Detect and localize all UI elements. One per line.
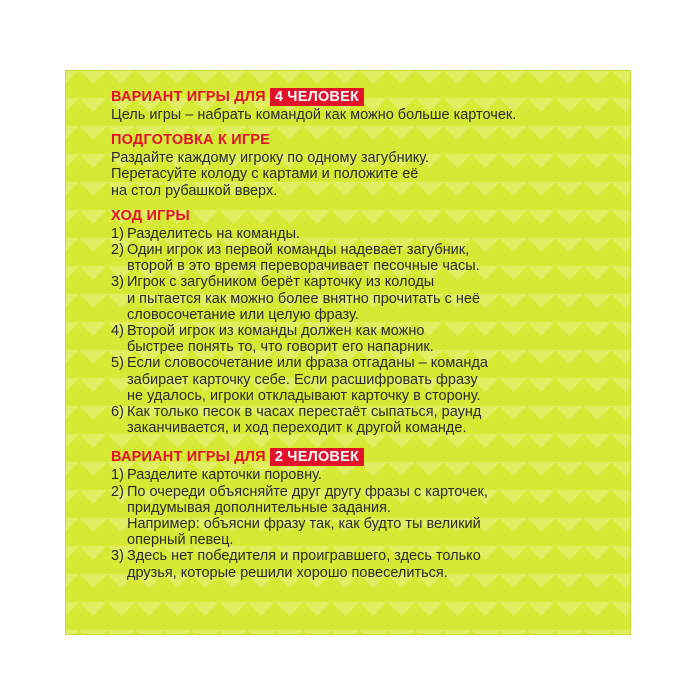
variant-4-heading-text: ВАРИАНТ ИГРЫ ДЛЯ: [111, 89, 266, 105]
list-item: [111, 242, 611, 274]
section-preparation: [111, 131, 611, 199]
list-item: [111, 274, 611, 323]
step-text: Разделите карточки поровну.: [127, 467, 322, 484]
list-item: [111, 404, 611, 436]
list-item: [111, 484, 611, 549]
preparation-heading: ПОДГОТОВКА К ИГРЕ: [111, 132, 271, 149]
turn-heading: ХОД ИГРЫ: [111, 207, 190, 224]
step-number: 4): [111, 323, 124, 340]
step-text: Если словосочетание или фраза отгаданы – команда забирает карточку себе. Если расшифровать фразу не удалось, игроки откладывают карточку в сторону.: [127, 355, 488, 404]
section-variant-2: [111, 448, 611, 580]
step-number: 3): [111, 274, 124, 291]
variant-2-heading: [111, 448, 611, 466]
step-text: По очереди объясняйте друг другу фразы с карточек, придумывая дополнительные задания. Например: объясни фразу так, как будто ты великий оперный певец.: [127, 483, 488, 549]
list-item: [111, 548, 611, 580]
step-number: 3): [111, 548, 124, 565]
step-text: Игрок с загубником берёт карточку из колоды и пытается как можно более внятно прочитать с неё словосочетание или целую фразу.: [127, 274, 481, 323]
step-number: 2): [111, 483, 124, 500]
list-item: [111, 355, 611, 404]
variant-4-badge: 4 ЧЕЛОВЕК: [270, 88, 364, 106]
preparation-text: Раздайте каждому игроку по одному загубнику. Перетасуйте колоду с картами и положите её на стол рубашкой вверх.: [111, 150, 430, 199]
step-text: Разделитесь на команды.: [127, 225, 301, 242]
list-item: [111, 323, 611, 355]
step-number: 5): [111, 355, 124, 372]
variant-4-heading: [111, 88, 611, 106]
variant-2-heading-text: ВАРИАНТ ИГРЫ ДЛЯ: [111, 449, 266, 466]
step-number: 1): [111, 467, 124, 484]
variant-4-goal: Цель игры – набрать командой как можно больше карточек.: [111, 107, 517, 123]
step-text: Как только песок в часах перестаёт сыпаться, раунд заканчивается, и ход переходит к другой команде.: [127, 404, 482, 437]
section-variant-4: [111, 88, 611, 123]
section-turn: [111, 207, 611, 437]
rules-content: [111, 88, 611, 581]
step-text: Один игрок из первой команды надевает загубник, второй в это время переворачивает песочные часы.: [127, 242, 480, 275]
rules-card: [65, 70, 631, 635]
step-number: 2): [111, 242, 124, 259]
variant-2-steps-list: [111, 467, 611, 580]
step-text: Здесь нет победителя и проигравшего, здесь только друзья, которые решили хорошо повеселиться.: [127, 548, 481, 581]
turn-steps-list: [111, 226, 611, 437]
list-item: [111, 226, 611, 242]
variant-2-badge: 2 ЧЕЛОВЕК: [270, 448, 364, 466]
list-item: [111, 467, 611, 483]
step-number: 1): [111, 225, 124, 242]
step-number: 6): [111, 404, 124, 421]
step-text: Второй игрок из команды должен как можно быстрее понять то, что говорит его напарник.: [127, 323, 434, 356]
